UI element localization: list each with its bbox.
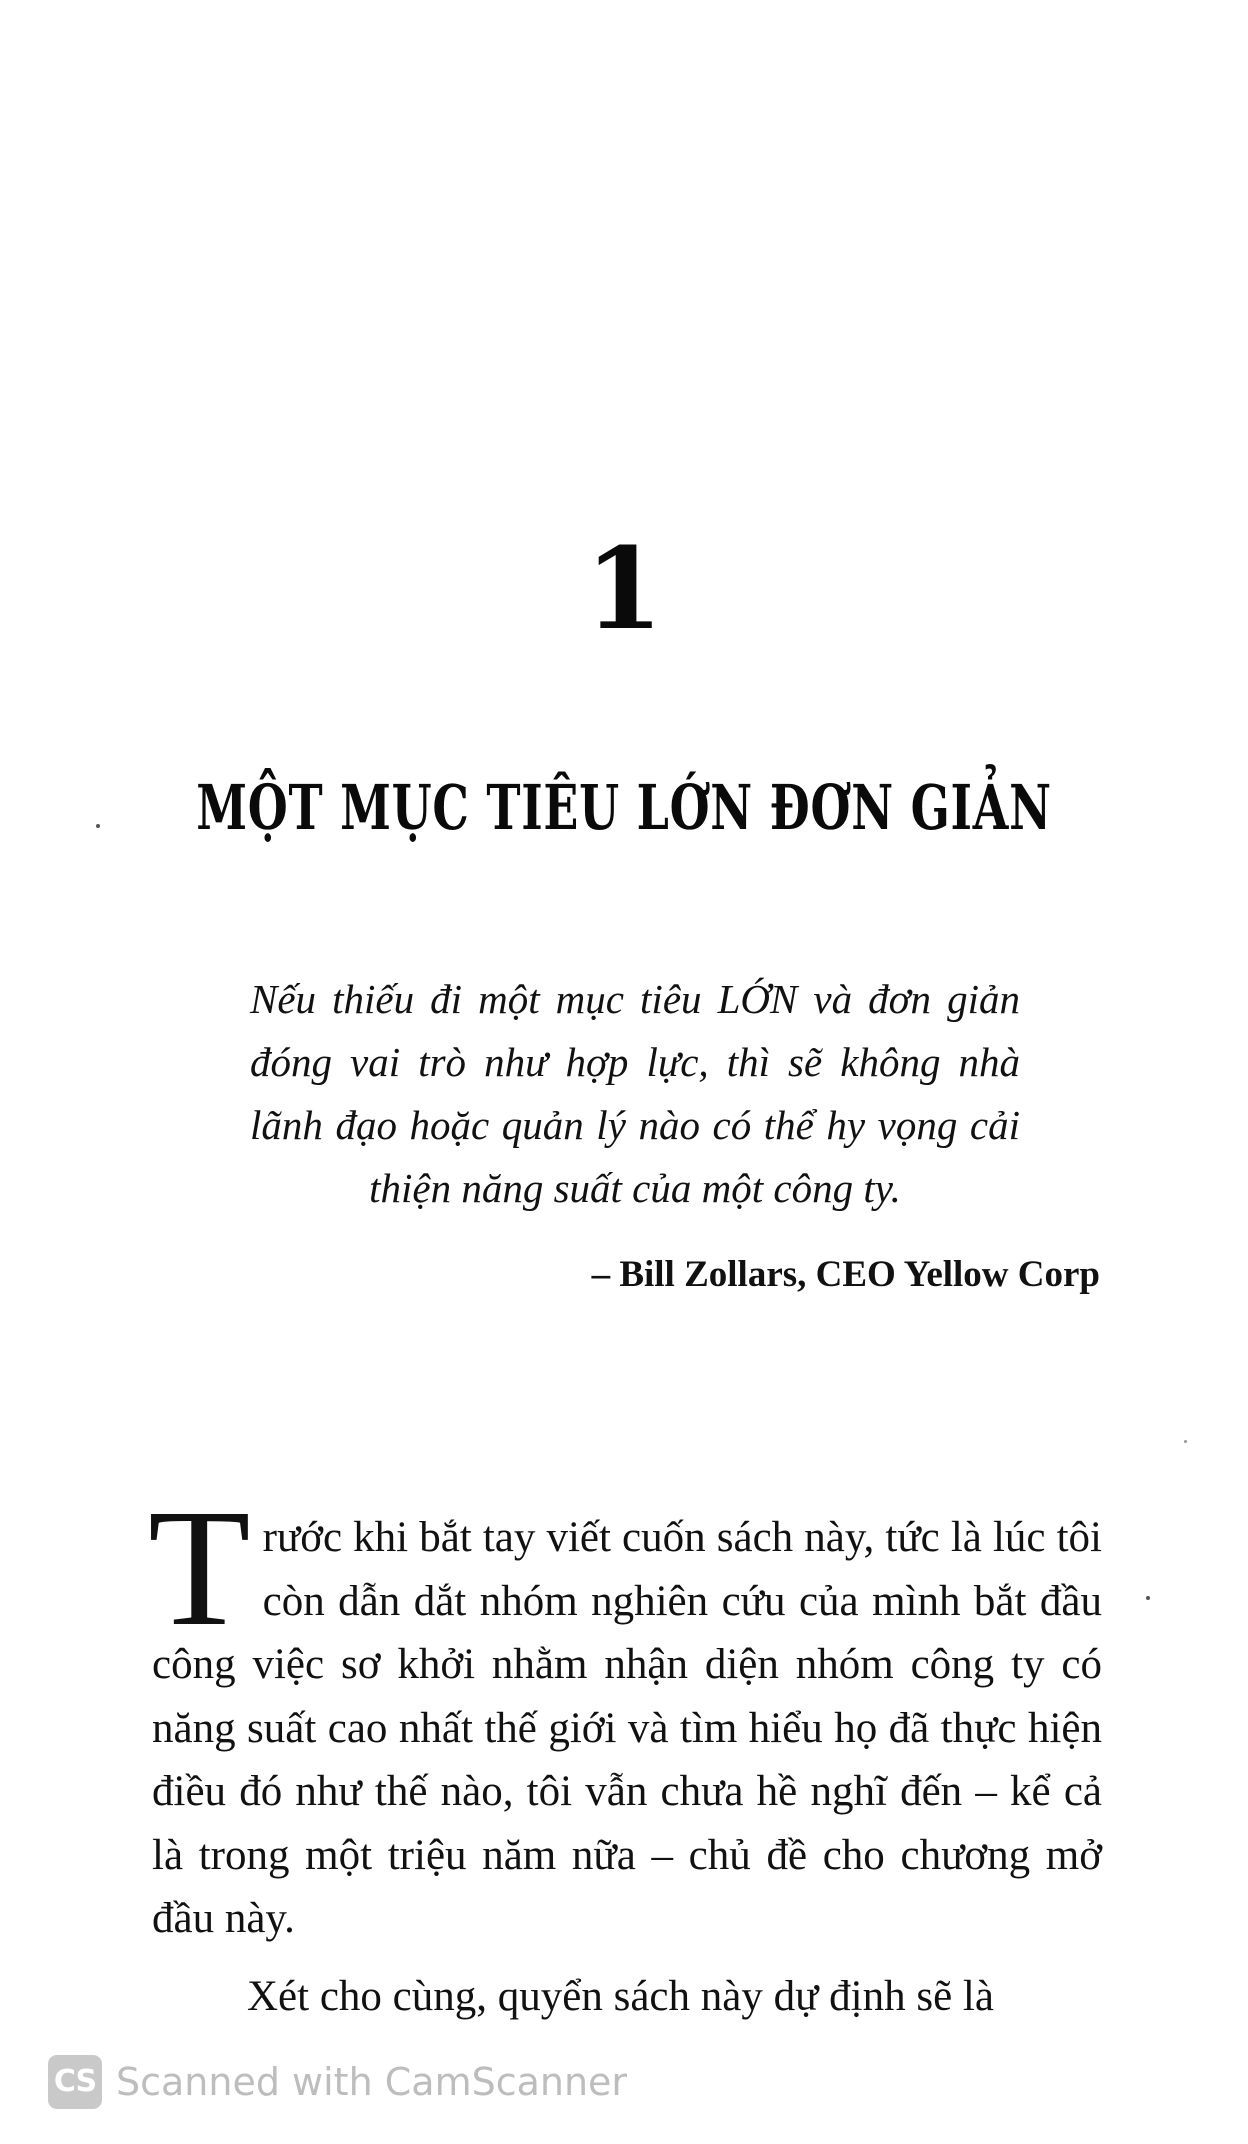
body-paragraph-1 <box>148 1475 1102 1951</box>
chapter-title: MỘT MỤC TIÊU LỚN ĐƠN GIẢN <box>196 771 1052 844</box>
camscanner-watermark <box>48 2052 627 2112</box>
camscanner-logo-icon: CS <box>48 2055 102 2109</box>
body-paragraph-2: Xét cho cùng, quyển sách này dự định sẽ là <box>247 1973 994 2020</box>
epigraph-attribution: – Bill Zollars, CEO Yellow Corp <box>591 1254 1100 1295</box>
scan-speck <box>1146 1596 1150 1600</box>
drop-cap-letter: T <box>148 1475 251 1661</box>
scan-speck <box>96 824 100 828</box>
body-paragraph-1-text: rước khi bắt tay viết cuốn sách này, tức là lúc tôi còn dẫn dắt nhóm nghiên cứu của mình bắt đầu công việc sơ khởi nhằm nhận diện nhóm công ty có năng suất cao nhất thế giới và tìm hiểu họ đã thực hiện điều đó như thế nào, tôi vẫn chưa hề nghĩ đến – kể cả là trong một triệu năm nữa – chủ đề cho chương mở đầu này. <box>152 1514 1102 1942</box>
watermark-text: Scanned with CamScanner <box>116 2060 628 2104</box>
epigraph-quote: Nếu thiếu đi một mục tiêu LỚN và đơn giản đóng vai trò như hợp lực, thì sẽ không nhà lãnh đạo hoặc quản lý nào có thể hy vọng cải thiện năng suất của một công ty. <box>250 976 1020 1211</box>
scan-speck <box>1184 1440 1187 1443</box>
chapter-number: 1 <box>585 524 663 655</box>
